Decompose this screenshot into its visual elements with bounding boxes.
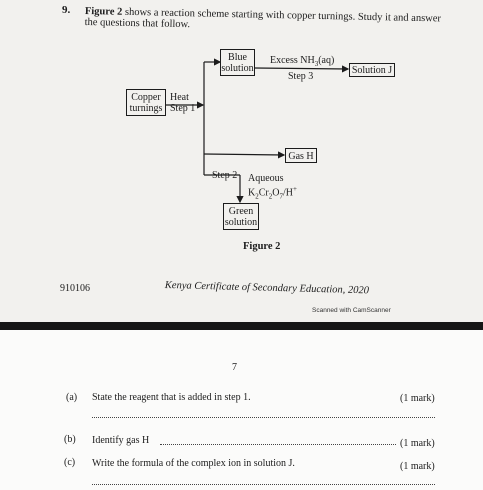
part-b-text: Identify gas H bbox=[92, 435, 150, 446]
green-solution-box bbox=[223, 203, 259, 230]
question-intro-rest: shows a reaction scheme starting with copper turnings. Study it and answer the questions that follow. bbox=[84, 6, 442, 31]
figure-caption: Figure 2 bbox=[243, 241, 281, 252]
blue-box-line2: solution bbox=[221, 63, 254, 74]
part-b-answer-line[interactable] bbox=[160, 444, 396, 445]
part-a-marks: (1 mark) bbox=[400, 393, 435, 404]
scanner-watermark: Scanned with CamScanner bbox=[312, 307, 391, 314]
excess-subscript: 3 bbox=[314, 60, 319, 68]
green-box-line1: Green bbox=[228, 206, 254, 217]
question-intro-bold: Figure 2 bbox=[84, 6, 123, 18]
paper-code: 910106 bbox=[60, 283, 90, 294]
copper-turnings-box bbox=[126, 89, 166, 116]
step2-label: Step 2 bbox=[212, 170, 238, 181]
part-b-marks: (1 mark) bbox=[400, 438, 435, 449]
copper-box-line2: turnings bbox=[129, 103, 163, 114]
part-b-label: (b) bbox=[64, 434, 76, 445]
blue-solution-box bbox=[220, 49, 255, 76]
copper-box-line1: Copper bbox=[131, 92, 161, 103]
gas-h-text: Gas H bbox=[288, 151, 314, 162]
certificate-footer: Kenya Certificate of Secondary Education, 2020 bbox=[164, 280, 370, 297]
part-c-label: (c) bbox=[64, 457, 76, 468]
heat-label-line1: Heat bbox=[170, 92, 189, 103]
excess-text: Excess NH bbox=[270, 55, 315, 66]
step3-label: Step 3 bbox=[288, 71, 314, 82]
aqueous-label: Aqueous bbox=[248, 173, 284, 184]
page-number: 7 bbox=[232, 362, 237, 373]
gas-h-box bbox=[285, 148, 317, 163]
excess-nh3-label bbox=[270, 55, 334, 70]
solution-j-box bbox=[349, 63, 395, 77]
heat-label-line2: Step 1 bbox=[170, 103, 196, 114]
part-c-text: Write the formula of the complex ion in solution J. bbox=[92, 458, 295, 469]
part-a-label: (a) bbox=[66, 392, 78, 403]
blue-box-line1: Blue bbox=[228, 52, 247, 63]
solution-j-text: Solution J bbox=[351, 65, 393, 76]
question-number: 9. bbox=[62, 4, 71, 16]
part-c-answer-line[interactable] bbox=[92, 484, 435, 485]
excess-tail: (aq) bbox=[318, 55, 335, 66]
part-a-text: State the reagent that is added in step 1. bbox=[92, 392, 251, 403]
green-box-line2: solution bbox=[224, 217, 258, 228]
part-c-marks: (1 mark) bbox=[400, 461, 435, 472]
to-gas-h-arrow bbox=[204, 154, 284, 155]
dichromate-label: $K_2Cr_2O_7/H^+$ bbox=[248, 185, 297, 201]
part-a-answer-line[interactable] bbox=[92, 417, 435, 418]
heat-label bbox=[170, 92, 195, 114]
